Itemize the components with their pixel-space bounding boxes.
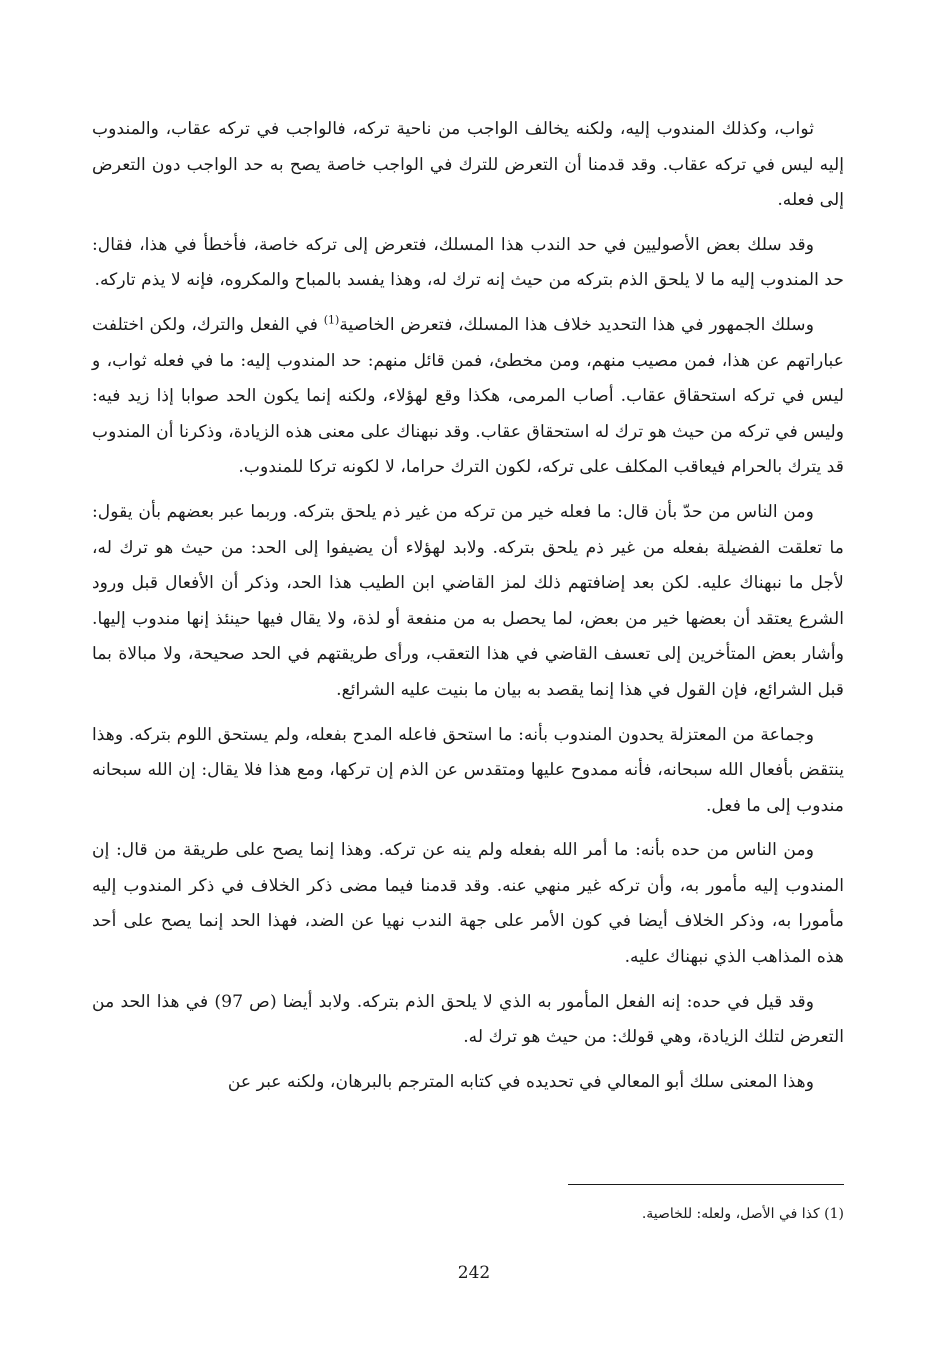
- paragraph-5: وجماعة من المعتزلة يحدون المندوب بأنه: ما استحق فاعله المدح بفعله، ولم يستحق اللوم بتركه. وهذا ينتقض بأفعال الله سبحانه، فأنه ممدوح عليها ومتقدس عن الذم إن تركها، ومع هذا فلا يقال: إن الله سبحانه مندوب إلى ما فعل.: [92, 724, 844, 816]
- paragraph-3: [92, 308, 844, 486]
- paragraph-6: ومن الناس من حده بأنه: ما أمر الله بفعله ولم ينه عن تركه. وهذا إنما يصح على طريقة من قال: إن المندوب إليه مأمور به، وأن تركه غير منهي عنه. وقد قدمنا فيما مضى ذكر الخلاف في ذكر المندوب إليه مأمورا به، وذكر الخلاف أيضا في كون الأمر على جهة الندب نهيا عن الضد، فهذا الحد إنما يصح على أحد هذه المذاهب الذي نبهناك عليه.: [92, 840, 844, 968]
- footnote-marker: (1): [323, 313, 340, 327]
- paragraph-3-rest: في الفعل والترك، ولكن اختلفت عباراتهم عن هذا، فمن مصيب منهم، ومن مخطئ، فمن قائل منهم: حد المندوب إليه: ما في فعله ثواب، و ليس في تركه استحقاق عقاب. أصاب المرمى، هكذا وقع لهؤلاء، ولكنه إنما يكون الحد صوابا إذا زيد فيه: وليس في تركه من حيث هو ترك له استحقاق عقاب. وقد نبهناك على معنى هذه الزيادة، وذكرنا أن المندوب قد يترك بالحرام فيعاقب المكلف على تركه، لكون الترك حراما، لا لكونه تركا للمندوب.: [92, 314, 844, 478]
- footnote: (1) كذا في الأصل، ولعله: للخاصية.: [641, 1206, 844, 1222]
- paragraph-1: ثواب، وكذلك المندوب إليه، ولكنه يخالف الواجب من ناحية تركه، فالواجب في تركه عقاب، والمندوب إليه ليس في تركه عقاب. وقد قدمنا أن التعرض للترك في الواجب خاصة يصح به حد الواجب دون التعرض إلى فعله.: [92, 119, 844, 211]
- page-body: [92, 112, 844, 1109]
- footnote-divider: [568, 1184, 844, 1185]
- paragraph-4: ومن الناس من حدّ بأن قال: ما فعله خير من تركه من غير ذم يلحق بتركه. وربما عبر بعضهم بأن يقول: ما تعلقت الفضيلة بفعله من غير ذم يلحق بتركه. ولابد لهؤلاء أن يضيفوا إلى الحد: من حيث هو ترك له، لأجل ما نبهناك عليه. لكن بعد إضافتهم ذلك لمز القاضي ابن الطيب هذا الحد، وذكر أن الأفعال قبل ورود الشرع يعتقد أن بعضها خير من بعض، لما يحصل به من منفعة أو لذة، ولا يقال فيها حينئذ إنها مندوب إليها. وأشار بعض المتأخرين إلى تعسف القاضي في هذا التعقب، ورأى طريقتهم في الحد صحيحة، ولا مبالاة بما قبل الشرائع، فإن القول في هذا إنما يقصد به بيان ما بنيت عليه الشرائع.: [92, 501, 844, 700]
- paragraph-2: وقد سلك بعض الأصوليين في حد الندب هذا المسلك، فتعرض إلى تركه خاصة، فأخطأ في هذا، فقال: حد المندوب إليه ما لا يلحق الذم بتركه من حيث إنه ترك له، وهذا يفسد بالمباح والمكروه، فإنه لا يذم تاركه.: [92, 234, 844, 291]
- paragraph-3-start: وسلك الجمهور في هذا التحديد خلاف هذا المسلك، فتعرض الخاصية: [339, 314, 815, 335]
- paragraph-8: وهذا المعنى سلك أبو المعالي في تحديده في كتابه المترجم بالبرهان، ولكنه عبر عن: [227, 1071, 814, 1092]
- paragraph-7: وقد قيل في حده: إنه الفعل المأمور به الذي لا يلحق الذم بتركه. ولابد أيضا (ص 97) في هذا الحد من التعرض لتلك الزيادة، وهي قولك: من حيث هو ترك له.: [92, 991, 844, 1048]
- page-number: 242: [457, 1263, 491, 1283]
